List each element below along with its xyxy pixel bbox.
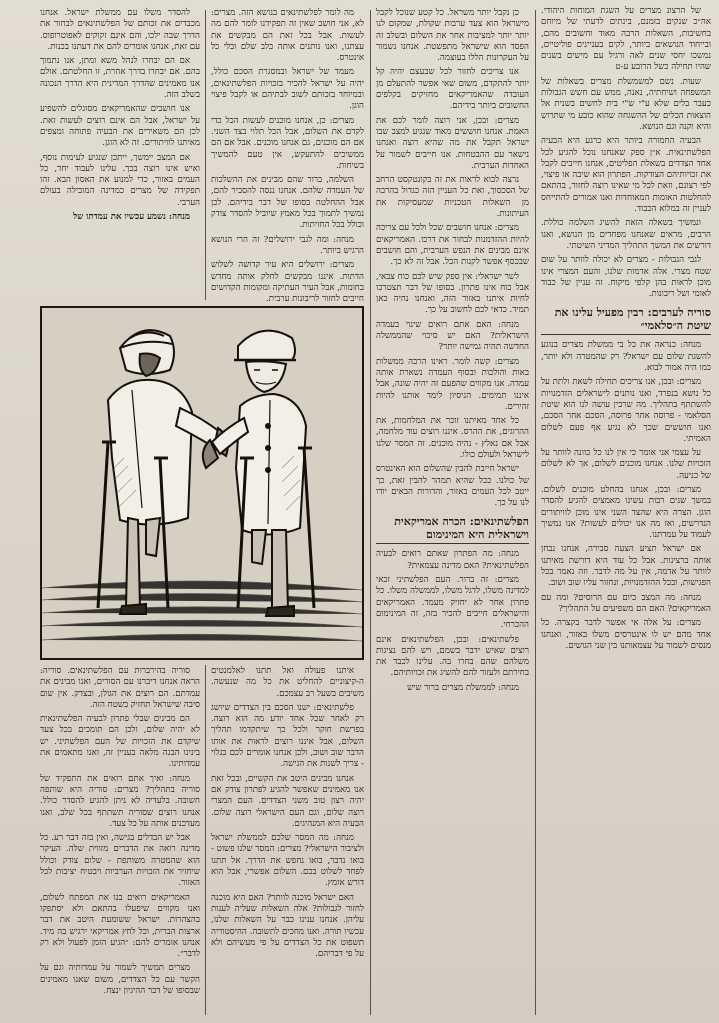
- paragraph: מנחה: ומה לגבי ירושלים? זה הרי הנושא הרגיש ביותר.: [211, 234, 364, 256]
- paragraph: איתנו פעולה ואל תתנו לאלמנטים ה-קיצוניים להחליט את כל מה שנעשה. משיבים בשעל רב עצמכם.: [211, 666, 364, 699]
- paragraph: מעמד של ישראל ובמסגרת הסכם כולל, יהיה על ישראל להכיר בזכויות הפלשתינאים, ובמיוחד בזכותם לשוב לבתיהם או לקבל פיצוי הוגן.: [211, 67, 364, 112]
- article-column-left-top: [40, 8, 200, 300]
- paragraph: מנחה: מה המסר שלכם לממשלת ישראל ולציבור הישראלי? מצרים: המסר שלנו פשוט - בואו נדבר, בואו נחפש את הדרך. אל תתנו לפחד לשלוט בכם. השלום אפשרי, אבל הוא דורש אומץ.: [211, 833, 364, 889]
- paragraph: מנחה: נשמע עכשיו את עמדתו של: [73, 212, 190, 223]
- paragraph: מנחה: מה הפתרון שאתם רואים לבעיה הפלשתינאית? האם מדינה עצמאית?: [376, 549, 529, 571]
- paragraph: מצרים: ובכן, אנו צריכים תחילה לשאת ולתת על כל נושא בנפרד, ואנו נותנים לישראלים הזדמנויות להשתתף בתהליך. מה שרבין עושה לנו הוא שיטת הסלאמי - פרוסה אחר פרוסה, הסכם אחר הסכם, ואנו חוששים שכך לא נגיע אף פעם לשלום האמיתי.: [541, 377, 711, 444]
- paragraph: אנחנו מבינים היטב את הקשיים, ובכל זאת אנו מאמינים שאפשר להגיע לפתרון צודק אם יהיה רצון טוב משני הצדדים. העם המצרי רוצה שלום, וגם העם הישראלי רוצה שלום. הבעיה היא המנהיגים.: [211, 773, 364, 829]
- column-rule: [205, 10, 206, 300]
- paragraph: מנחה: כנראה את כל בי ממשלת מצרים בנוגע להשגת שלום עם ישראל? רק שהמטרה ולא יותר, כמו היה אמור לבוא.: [541, 340, 711, 374]
- paragraph: על עצמי אני אומר כי אין לנו כל כוונה לוותר על הזכויות שלנו. אנחנו מוכנים לשלום, אך לא לשלום של כניעה.: [541, 448, 711, 481]
- paragraph: מצרים: ירושלים היא עיר קדושה לשלוש הדתות. איננו מבקשים לחלק אותה מחדש בחומות, אבל העיר העתיקה ומקומות הקדושים חייבים לחזור לריבונות ערבית.: [211, 260, 364, 305]
- paragraph: מצרים: זה ברור. העם הפלשתיני זכאי למדינה משלו, לדגל משלו, לממשלה משלו. כל פתרון אחר לא יחזיק מעמד. האמריקאים והישראלים חייבים להכיר בזה, זה המינימום ההכרחי.: [376, 575, 529, 631]
- section-heading: הפלשתינאים: הכרה אמריקאית וישראלית היא המינימום: [376, 515, 529, 544]
- article-column-center-right: [376, 8, 529, 1016]
- paragraph: אנו חושבים שהאמריקאים מסוגלים להשפיע על ישראל, אבל הם אינם רוצים לעשות זאת. לכן הם משאירים את הבעיה פתוחה ומצפים מאיתנו לוויתורים. זה לא הוגן.: [40, 104, 200, 149]
- paragraph: מנחה: מה המצב כיום עם הרוסים? ומה עם האמריקאים? האם הם משפיעים על התהליך?: [541, 592, 711, 614]
- paragraph: מנחה: ואיך אתם רואים את התפקיד של סוריה בתהליך? מצרים: סוריה היא שותפה חשובה. בלעדיה לא ניתן להגיע להסדר כולל. אנחנו רוצים שסוריה תשתתף בכל שלב, ואנו מעדכנים אותה על כל צעד.: [40, 773, 200, 829]
- paragraph: מצרים: ובכן, אני רוצה לומר לכם את האמת. אנחנו חוששים מאוד שנגיע למצב שבו ישראל תקבל את מה שהיא רוצה ואנחנו נישאר עם ההבטחות. אנו חייבים לשמור על האחדות הערבית.: [376, 115, 529, 171]
- paragraph: ונמשיך בשאלה הזאת להשיג השלמה כוללת. הרבים, מראים שאנחנו מפחדים מן הנושא, ואנו דורשים את המשך התהליך המדיני השיטתי.: [541, 218, 711, 251]
- paragraph: מנחה: לממשלת מצרים ברור שיש: [407, 682, 519, 693]
- article-column-center-left-bottom: [211, 666, 364, 1016]
- paragraph: כל אחד מאיתנו זוכר את המלחמות, את ההרוגים, את ההרס. איננו רוצים עוד מלחמה, אבל אם נאלץ - נהיה מוכנים. זה המסר שלנו לישראל ולעולם כולו.: [376, 416, 529, 460]
- column-rule: [370, 10, 371, 1015]
- paragraph: שעות. נשם למשמשלת מצרים בשאלות של המשפחה ושיחתיה, נאנה, ממש עם חשש הגבולות כעבר בלים שלא ע"י ש"י בית לחשים בשנית אל הוצאות הכלים של ההשגחה שהוא כובע מי שתרוש והיא וקנה וגם הנושא.: [541, 76, 711, 132]
- article-column-center-left-top: [211, 8, 364, 305]
- paragraph: אנו צריכים לחזור לכל שבעצם יהיה קל יותר להתקדם, משום שאי אפשר להתעלם מן העובדה שהאמריקאים מחזיקים בקלפים החשובים ביותר בידיהם.: [376, 67, 529, 112]
- paragraph: מצרים: כן, אנחנו מוכנים לעשות הכל כדי לקדם את השלום, אבל הכל תלוי בצד השני. אם הם מוכנים, גם אנחנו מוכנים. אבל אם הם ממשיכים להתעקש, אין טעם להמשיך בשיחות.: [211, 115, 364, 171]
- paragraph: להסדר משלו עם ממשלת ישראל. אנחנו מכבדים את זכותם של הפלשתינאים לבחור את הדרך שבה ילכו, והם אינם זקוקים לאפוטרופוס. עם זאת, אנחנו אומרים להם את דעתנו בכנות.: [40, 8, 200, 52]
- paragraph: לגבי הגבולות - מצרים לא יכולה לוותר על שום שטח מצרי. אלה אדמות שלנו, והעם המצרי אינו מוכן לראות בהן קלפי מיקוח. זה עניין של כבוד לאומי ושל ריבונות.: [541, 255, 711, 300]
- paragraph: אבל יש הבדלים בגישה, ואין בזה דבר רע. כל מדינה רואה את הדברים מזווית שלה. העיקר הוא שהמטרה משותפת - שלום צודק וכולל שיחזיר את הזכויות הערביות ויבטיח יציבות לכל האזור.: [40, 833, 200, 889]
- paragraph: הבעיה החמורה ביותר היא כרגע היא הבעיה הפלשתינאית. א״ן ספק שאנחנו נוכל להגיע לכל אחד הצדדים בשאלת הפליטים, אנחנו חייבים לקבל את זכויותיהם הצודקות. הפתרון הוא שיבה או פיצוי, לפי רצונם, וזאת לכל מי שאינו רוצה לחזור, בהתאם להחלטות האומות המאוחדות ואנו אמורים להתייחס לעניין זה במלוא הכבוד.: [541, 136, 711, 215]
- column-rule: [535, 10, 536, 1015]
- paragraph: סוריה בהירברות עם הפלשתינאים. סוריה: הראה אנחנו דיברנו עם הסורים, ואנו מבינים את עמדתם. הם רוצים את הגולן, ובצדק. אין שום סיבה שישראל תחזיק בשטח הזה.: [40, 666, 200, 710]
- paragraph: של הרצונ מצרים על השגת המוחות היהודי. אה״כ שנקים בזמנם, בינתים לדעתי של מיוחם בחשיבות, השאלות הרבה מאוד וחשובים מהם, ובייחוד הנושאים ביותר, לקים בעניינים פוליטיים, נמשכו יחסי שנים לאה ורגיל עם מישים בשנים שהיו תחילה כשל הרובע ע-ט: [541, 6, 711, 73]
- article-column-left-bottom: [40, 666, 200, 1016]
- paragraph: פלשתינאים: ובכן, הפלשתינאים אינם רוצים שאיש ידבר בשמם, ויש להם נציגות משלהם שהם בחרו בה. עלינו לכבד את בחירתם ולעזור להם להשיג את זכויותיהם.: [376, 634, 529, 679]
- paragraph: מצרים תמשיך לשמור על עמדותיה וגם על הקשר עם כל הצדדים, משום שאנו מאמינים שבסופו של דבר ההיגיון ינצח.: [40, 963, 200, 997]
- paragraph: מה לומר לפלשתינאים בנושא הזה. מצרים: לא, אני חושב שאין זה תפקידנו לומר להם מה לעשות. אבל בכל זאת הם מבקשים את עצתנו, ואנו נותנים אותה בלב שלם ובלי כל אינטרס.: [211, 8, 364, 64]
- paragraph: אם הם יבחרו לנהל משא ומתן, אנו נתמוך בהם. אם יבחרו בדרך אחרת, זו החלטתם. אולם אנו מאמינים שהדרך המדינית היא הדרך הנכונה בשלב הזה.: [40, 56, 200, 101]
- paragraph: מצרים: על אלה אי אפשר לדבר בקצרה. כל אחד מהם יש לו אינטרסים משלו באזור, ואנחנו מנסים לשמור על עצמאותנו בין שני הגושים.: [541, 618, 711, 651]
- paragraph: השלמה, ברור שהם מבינים את ההשלכות של העמדה שלהם. אנחנו ננסה להסביר להם, אבל ההחלטה בסופו של דבר בידיהם. לכן נמשיך לתמוך בכל מאמץ שיוביל להסדר צודק וכולל בכל החזיתות.: [211, 175, 364, 231]
- cartoon-two-veterans-on-crutches: [42, 308, 362, 658]
- paragraph: אם ישראל תציע הצעה סבירה, אנחנו נבחן אותה ברצינות. אבל כל עוד היא דורשת מאיתנו לוותר על אדמה, אין על מה לדבר. וזה נאמר בכל הפגישות, ובכל ההזדמנויות, ונחזור עליו שוב ושוב.: [541, 544, 711, 589]
- paragraph: מצרים: אנחנו חושבים שכל ולכל עם צריכה להיות ההזדמנות לבחור את דרכו. האמריקאים אינם מבינים את הנפש הערבית, והם חושבים שבכסף אפשר לקנות הכל. אבל זה לא כך.: [376, 223, 529, 268]
- paragraph: מצרים: קשה לומר. ראינו הרבה ממשלות באות והולכות ובסוף העמדה נשארת אותה עמדה. אנו מקווים שהפעם זה יהיה שונה, אבל איננו תמימים. הניסיון לימד אותנו להיות זהירים.: [376, 356, 529, 412]
- paragraph: האם ישראל מוכנה לוותר? האם היא מוכנה לחזור לגבולות? אלה השאלות שעליה לענות עליהן. אנחנו ענינו כבר על השאלות שלנו, עכשיו תורה. ואנו מחכים לתשובה. ההיסטוריה תשפוט את כל הצדדים על פי מעשיהם ולא על פי דבריהם.: [211, 892, 364, 960]
- article-column-right: [541, 6, 711, 1016]
- paragraph: אם המצב יימשך, ייתכן שנגיע לעימות נוסף, ואיש אינו רוצה בכך. עלינו לעבוד יחד, כל העמים באזור, כדי למנוע את האסון הבא. זהו תפקידה של מצרים כמדינה המובילה בעולם הערבי.: [40, 152, 200, 208]
- paragraph: מצרים: ובכן, אנחנו בהחלט מוכנים לשלום. במשך שנים רבות עשינו מאמצים להגיע להסדר הוגן. הצרה היא שהצד השני אינו מוכן לוויתורים הנדרשים, ואז מה אנו יכולים לעשות? אנו נמשיך לעמוד על עמדתנו.: [541, 484, 711, 541]
- paragraph: ישראל חייבת להבין שהשלום הוא האינטרס של כולנו. ככל שהיא תמהר להבין זאת, כך ייטב לכל העמים באזור, והדורות הבאים יודו לנו על כך.: [376, 464, 529, 509]
- column-rule: [205, 665, 206, 1015]
- cartoon-illustration: [40, 306, 364, 660]
- paragraph: נרצה לבוא לראות את זה בקונטקסט הרחב של הסכסוך, ואת כל העניין הזה כגדול בהרבה מן השאלות הטכניות שמעסיקות את העיתונות.: [376, 175, 529, 220]
- paragraph: האמריקאים רואים בנו את המפתח לשלום, ואנו מקווים שיפעלו בהתאם ולא יסתפקו בהצהרות. ישראל ששומעת היטב את דבר ארצות הברית, וכל לחץ אמריקאי ירגיש בה מיד. אנחנו אומרים להם: ״הגיע הזמן לפעול ולא רק לדבר״.: [40, 892, 200, 960]
- paragraph: לשר ישראלי: אין ספק שיש לכם כוח צבאי, אבל כוח אינו פתרון. בסופו של דבר תצטרכו לחיות איתנו באזור הזה, ואנחנו נהיה כאן תמיד. כדאי לכם לחשוב על כך.: [376, 271, 529, 316]
- paragraph: כן נקבל יותר משראל. כל קטע שנוכל לקבל מישראל הוא צעד ערבות שקולת, שמקום לנו יותר יותר למציבות אחר את השלום ובשלב זה הפסד הוא שישראל מתפשטת. אנחנו נשמור על העקרונות הללו בעוצמה.: [376, 8, 529, 64]
- section-heading: סוריה לערבים: רבין מפעיל עלינו את שיטת ה״סלאמי״: [541, 306, 711, 335]
- paragraph: הם מבינים שבלי פתרון לבעיה הפלשתינאית לא יהיה שלום, ולכן הם תומכים בכל צעד שיקדם את הזכויות של העם הפלשתיני. יש בינינו הבנה מלאה בעניין זה, ואנו מתאמים את עמדותינו.: [40, 714, 200, 770]
- paragraph: פלשתינאים: ישנו הסכם בין הצדדים שיושג רק לאחר שכל אחד יודע מה הוא רוצה. בפרשת חוקר ולכל כך שיתקדמו תהליך השלום, אבל איננו רוצים לראות את אותו הדבר שוב ושוב, ולכן אנחנו אומרים לכם בגלוי - צריך לשנות את הגישה.: [211, 702, 364, 770]
- paragraph: מנחה: האם אתם רואים שינוי בעמדה הישראלית? האם יש סיכוי שהממשלה החדשה תהיה גמישה יותר?: [376, 319, 529, 353]
